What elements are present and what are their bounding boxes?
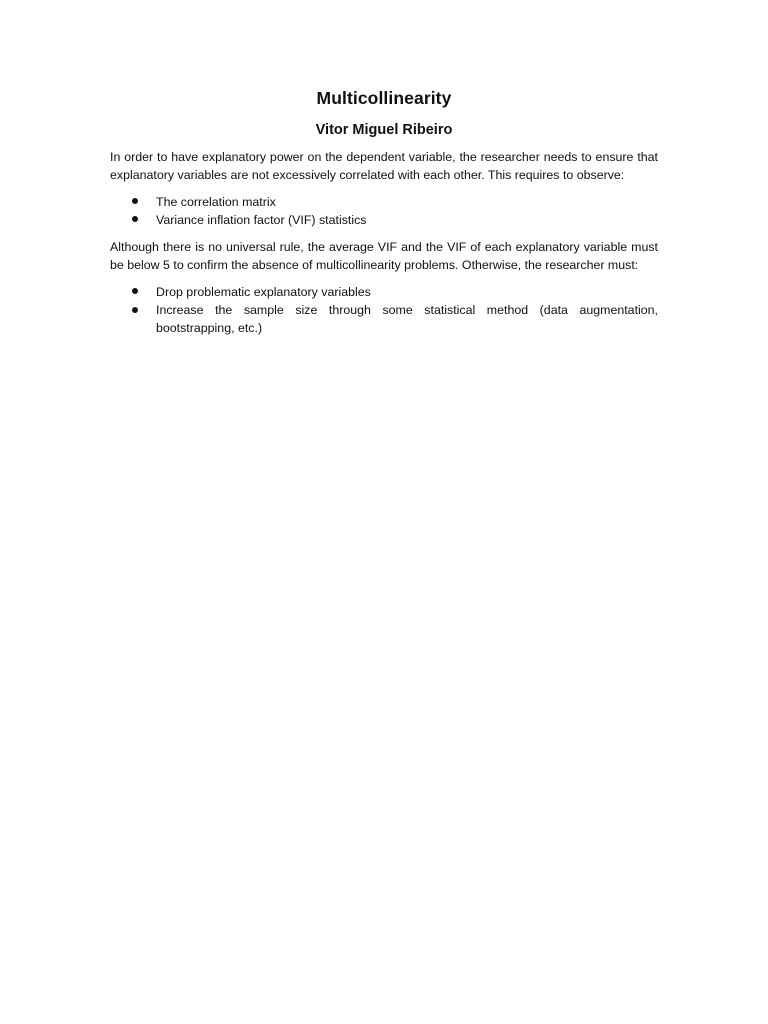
rule-paragraph: Although there is no universal rule, the average VIF and the VIF of each explanatory variable must be below 5 to confirm the absence of multicollinearity problems. Otherwise, the researcher must:: [110, 240, 658, 272]
document-title: Multicollinearity: [316, 88, 452, 108]
intro-paragraph: In order to have explanatory power on the dependent variable, the researcher needs to ensure that explanatory variables are not excessively correlated with each other. This requires to observe:: [110, 150, 658, 182]
remedy-list: [110, 283, 658, 337]
list-item-text: Drop problematic explanatory variables: [156, 285, 371, 299]
bullet-icon: [132, 307, 138, 313]
list-item: [110, 211, 658, 229]
list-item: [110, 193, 658, 211]
list-item: [110, 283, 658, 301]
bullet-icon: [132, 288, 138, 294]
list-item-text: The correlation matrix: [156, 195, 276, 209]
list-item-text: Variance inflation factor (VIF) statistics: [156, 213, 367, 227]
bullet-icon: [132, 216, 138, 222]
list-item-text: Increase the sample size through some statistical method (data augmentation, bootstrapping, etc.): [156, 303, 658, 335]
observation-list: [110, 193, 658, 229]
author-name: Vitor Miguel Ribeiro: [315, 122, 453, 138]
list-item: [110, 302, 658, 337]
document-body: [110, 86, 658, 337]
bullet-icon: [132, 198, 138, 204]
